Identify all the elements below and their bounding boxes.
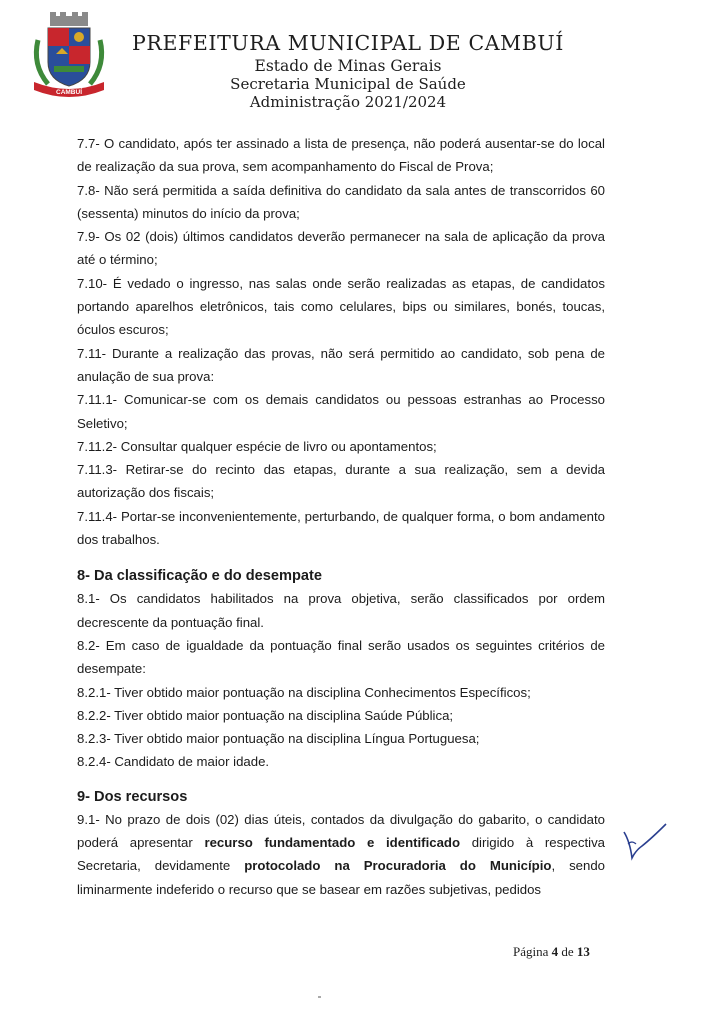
paragraph-7-10: 7.10- É vedado o ingresso, nas salas onde serão realizadas as etapas, de candidatos portando aparelhos eletrônicos, tais como celulares, bips ou similares, bonés, toucas, óculos escuros;: [77, 275, 605, 338]
paragraph-8-2-2: 8.2.2- Tiver obtido maior pontuação na disciplina Saúde Pública;: [77, 707, 454, 723]
page-word: Página: [513, 944, 549, 959]
crest-banner-text: CAMBUÍ: [56, 89, 82, 96]
current-page-number: 4: [551, 944, 559, 959]
municipal-coat-of-arms-icon: [28, 10, 110, 98]
paragraph-7-11-3: 7.11.3- Retirar-se do recinto das etapas, durante a sua realização, sem a devida autorização dos fiscais;: [77, 462, 605, 501]
document-header: [118, 30, 578, 111]
paragraph-8-1: 8.1- Os candidatos habilitados na prova objetiva, serão classificados por ordem decrescente da pontuação final.: [77, 591, 605, 630]
paragraph-9-1-part-a: 9.1- No prazo de dois (02) dias úteis, contados da divulgação do gabarito, o candidato poderá apresentar: [77, 811, 605, 851]
paragraph-8-2-3: 8.2.3- Tiver obtido maior pontuação na disciplina Língua Portuguesa;: [77, 731, 480, 747]
paragraph-7-11-2: 7.11.2- Consultar qualquer espécie de livro ou apontamentos;: [77, 438, 437, 454]
paragraph-7-11: 7.11- Durante a realização das provas, não será permitido ao candidato, sob pena de anulação de sua prova:: [77, 345, 605, 384]
paragraph-7-11-1: 7.11.1- Comunicar-se com os demais candidatos ou pessoas estranhas ao Processo Seletivo;: [77, 392, 605, 431]
handwritten-initials-icon: [620, 820, 670, 870]
state-name: Estado de Minas Gerais: [254, 57, 442, 75]
total-page-count: 13: [576, 944, 590, 959]
page-title: PREFEITURA MUNICIPAL DE CAMBUÍ: [132, 31, 564, 55]
paragraph-7-9: 7.9- Os 02 (dois) últimos candidatos deverão permanecer na sala de aplicação da prova até o término;: [77, 229, 605, 268]
section-heading-8: 8- Da classificação e do desempate: [77, 568, 322, 585]
paragraph-8-2-1: 8.2.1- Tiver obtido maior pontuação na disciplina Conhecimentos Específicos;: [77, 684, 531, 700]
paragraph-8-2-4: 8.2.4- Candidato de maior idade.: [77, 754, 270, 770]
document-body: [77, 132, 605, 901]
paragraph-7-7: 7.7- O candidato, após ter assinado a lista de presença, não poderá ausentar-se do local de realização da sua prova, sem acompanhamento do Fiscal de Prova;: [77, 136, 605, 175]
paragraph-9-1: [77, 808, 605, 901]
paragraph-9-1-part-e: , sendo liminarmente indeferido o recurso que se basear em razões subjetivas, pedidos: [77, 858, 606, 897]
page-number-footer: [513, 944, 590, 960]
paragraph-9-1-emphasis-1: recurso fundamentado e identificado: [204, 835, 461, 851]
of-word: de: [561, 944, 574, 959]
paragraph-9-1-emphasis-2: protocolado na Procuradoria do Município: [244, 858, 552, 874]
paragraph-9-1-part-c: dirigido à respectiva Secretaria, devidamente: [77, 835, 605, 874]
paragraph-8-2: 8.2- Em caso de igualdade da pontuação final serão usados os seguintes critérios de desempate:: [77, 637, 605, 677]
section-heading-9: 9- Dos recursos: [77, 788, 188, 805]
department-name: Secretaria Municipal de Saúde: [230, 75, 466, 93]
scan-speck: [318, 996, 321, 998]
paragraph-7-8: 7.8- Não será permitida a saída definitiva do candidato da sala antes de transcorridos 60 (sessenta) minutos do início da prova;: [77, 182, 605, 221]
administration-period: Administração 2021/2024: [249, 93, 447, 111]
paragraph-7-11-4: 7.11.4- Portar-se inconvenientemente, perturbando, de qualquer forma, o bom andamento dos trabalhos.: [77, 508, 605, 548]
